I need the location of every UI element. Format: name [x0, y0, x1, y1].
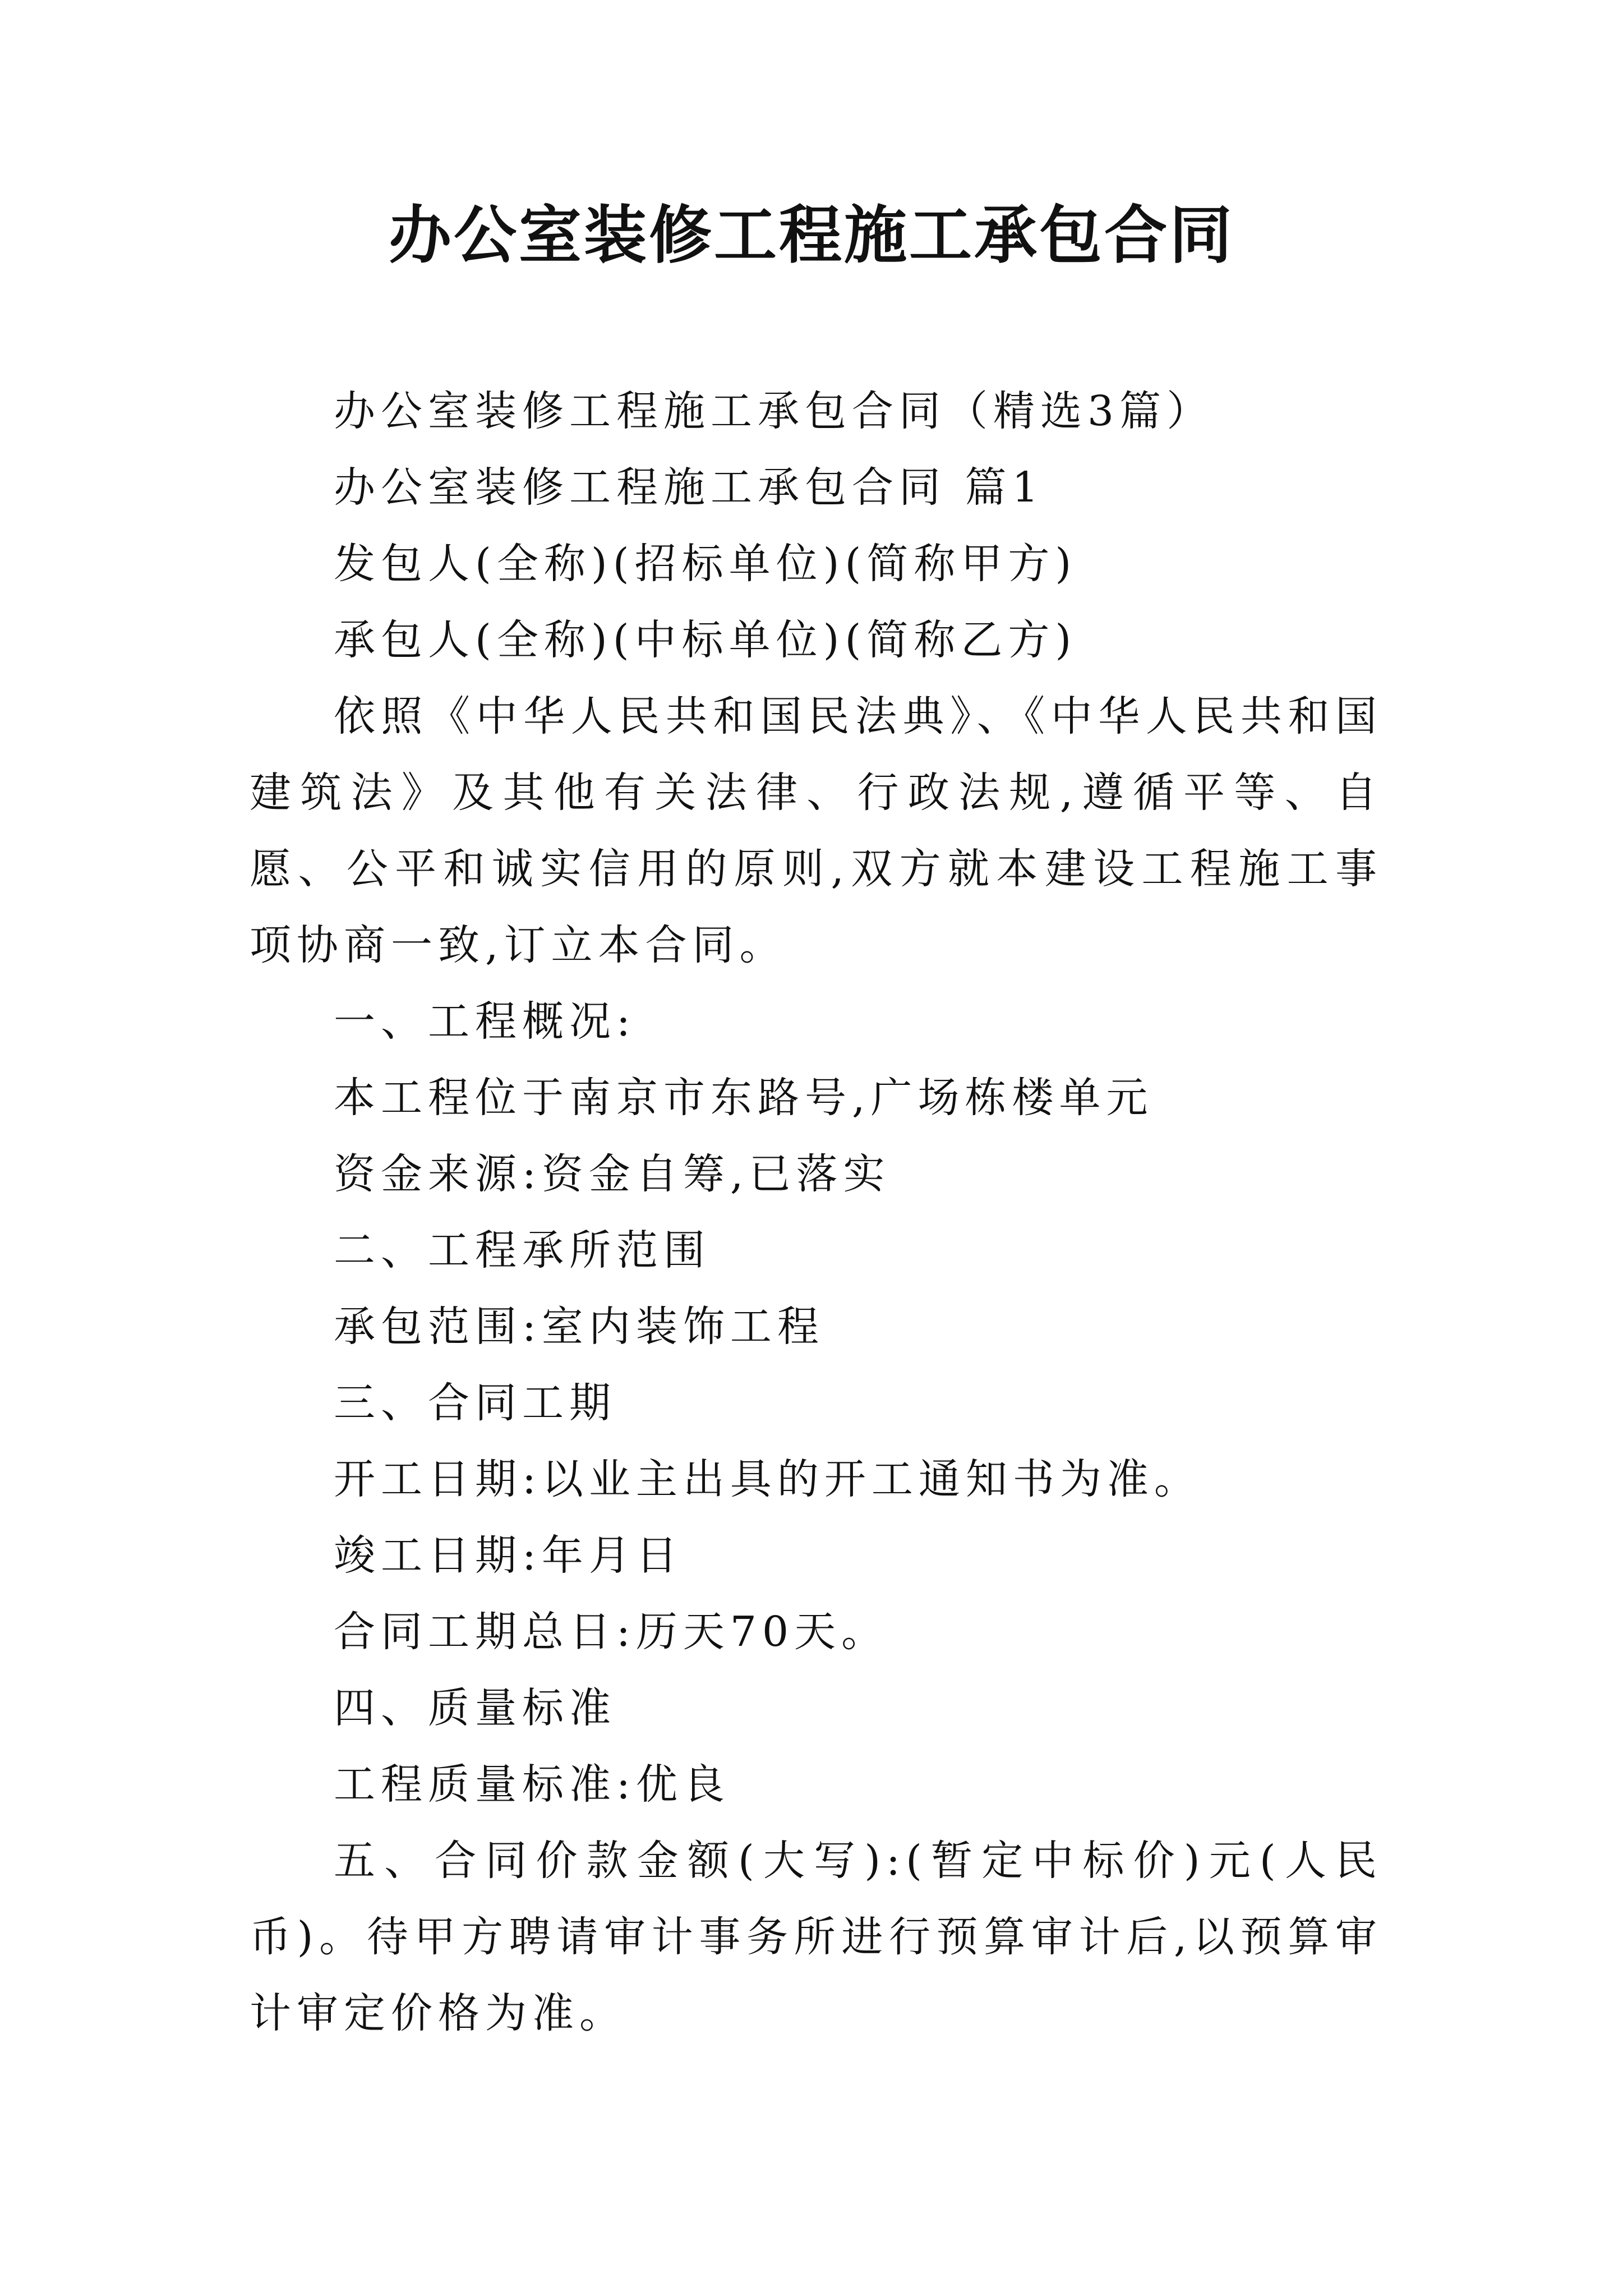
document-body — [250, 373, 1382, 2051]
paragraph-contract-price: 五、合同价款金额(大写):(暂定中标价)元(人民币)。待甲方聘请审计事务所进行预算审计后,以预算审计审定价格为准。 — [250, 1837, 1382, 2037]
paragraph-completion-date: 竣工日期:年月日 — [334, 1531, 683, 1580]
paragraph-section-heading: 办公室装修工程施工承包合同 篇1 — [334, 463, 1044, 512]
paragraph-employer: 发包人(全称)(招标单位)(简称甲方) — [334, 540, 1077, 588]
paragraph-heading-quality: 四、质量标准 — [334, 1684, 616, 1732]
paragraph-location: 本工程位于南京市东路号,广场栋楼单元 — [334, 1074, 1154, 1122]
paragraph-funding: 资金来源:资金自筹,已落实 — [334, 1150, 891, 1198]
paragraph-heading-scope: 二、工程承所范围 — [334, 1226, 711, 1274]
paragraph-legal-basis: 依照《中华人民共和国民法典》、《中华人民共和国建筑法》及其他有关法律、行政法规,遵循平等、自愿、公平和诚实信用的原则,双方就本建设工程施工事项协商一致,订立本合同。 — [250, 692, 1382, 969]
paragraph-total-duration: 合同工期总日:历天70天。 — [334, 1608, 889, 1656]
paragraph-scope: 承包范围:室内装饰工程 — [334, 1303, 824, 1351]
paragraph-quality-standard: 工程质量标准:优良 — [334, 1760, 730, 1809]
document-title: 办公室装修工程施工承包合同 — [389, 199, 1234, 272]
paragraph-heading-overview: 一、工程概况: — [334, 997, 636, 1046]
paragraph-heading-duration: 三、合同工期 — [334, 1379, 616, 1427]
paragraph-subtitle: 办公室装修工程施工承包合同（精选3篇） — [334, 387, 1214, 435]
paragraph-start-date: 开工日期:以业主出具的开工通知书为准。 — [334, 1455, 1201, 1503]
paragraph-contractor: 承包人(全称)(中标单位)(简称乙方) — [334, 616, 1077, 664]
